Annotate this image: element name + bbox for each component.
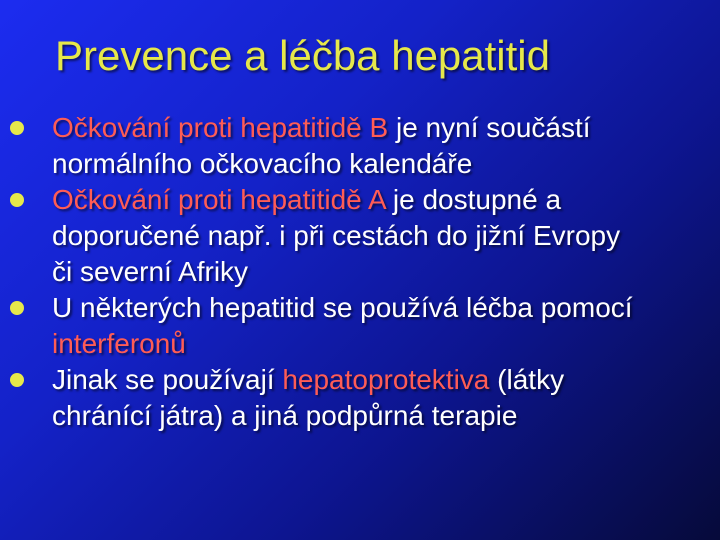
bullet-text: (látky <box>489 364 565 395</box>
bullet-text: Jinak se používají <box>52 364 283 395</box>
highlight-text: Očkování proti hepatitidě B <box>52 112 389 143</box>
bullet-text: je dostupné a <box>385 184 562 215</box>
bullet-line <box>52 182 715 218</box>
bullet-line <box>52 362 715 398</box>
bullet-line: normálního očkovacího kalendáře <box>52 148 473 179</box>
bullet-dot-icon <box>10 373 24 387</box>
bullet-item <box>10 110 715 182</box>
bullet-item <box>10 290 715 362</box>
bullet-line: chránící játra) a jiná podpůrná terapie <box>52 400 518 431</box>
bullet-line <box>52 110 715 146</box>
bullet-item <box>10 362 715 434</box>
highlight-text: hepatoprotektiva <box>282 364 490 395</box>
bullet-dot-icon <box>10 301 24 315</box>
bullet-item <box>10 182 715 290</box>
bullet-dot-icon <box>10 193 24 207</box>
highlight-text: Očkování proti hepatitidě A <box>52 184 386 215</box>
bullet-line: doporučené např. i při cestách do jižní Evropy <box>52 220 621 251</box>
bullet-text: je nyní součástí <box>388 112 591 143</box>
bullet-line: U některých hepatitid se používá léčba pomocí <box>52 292 633 323</box>
slide-title: Prevence a léčba hepatitid <box>55 32 550 79</box>
bullet-dot-icon <box>10 121 24 135</box>
bullet-line: či severní Afriky <box>52 256 249 287</box>
highlight-text: interferonů <box>52 328 186 359</box>
bullet-list <box>10 110 715 434</box>
